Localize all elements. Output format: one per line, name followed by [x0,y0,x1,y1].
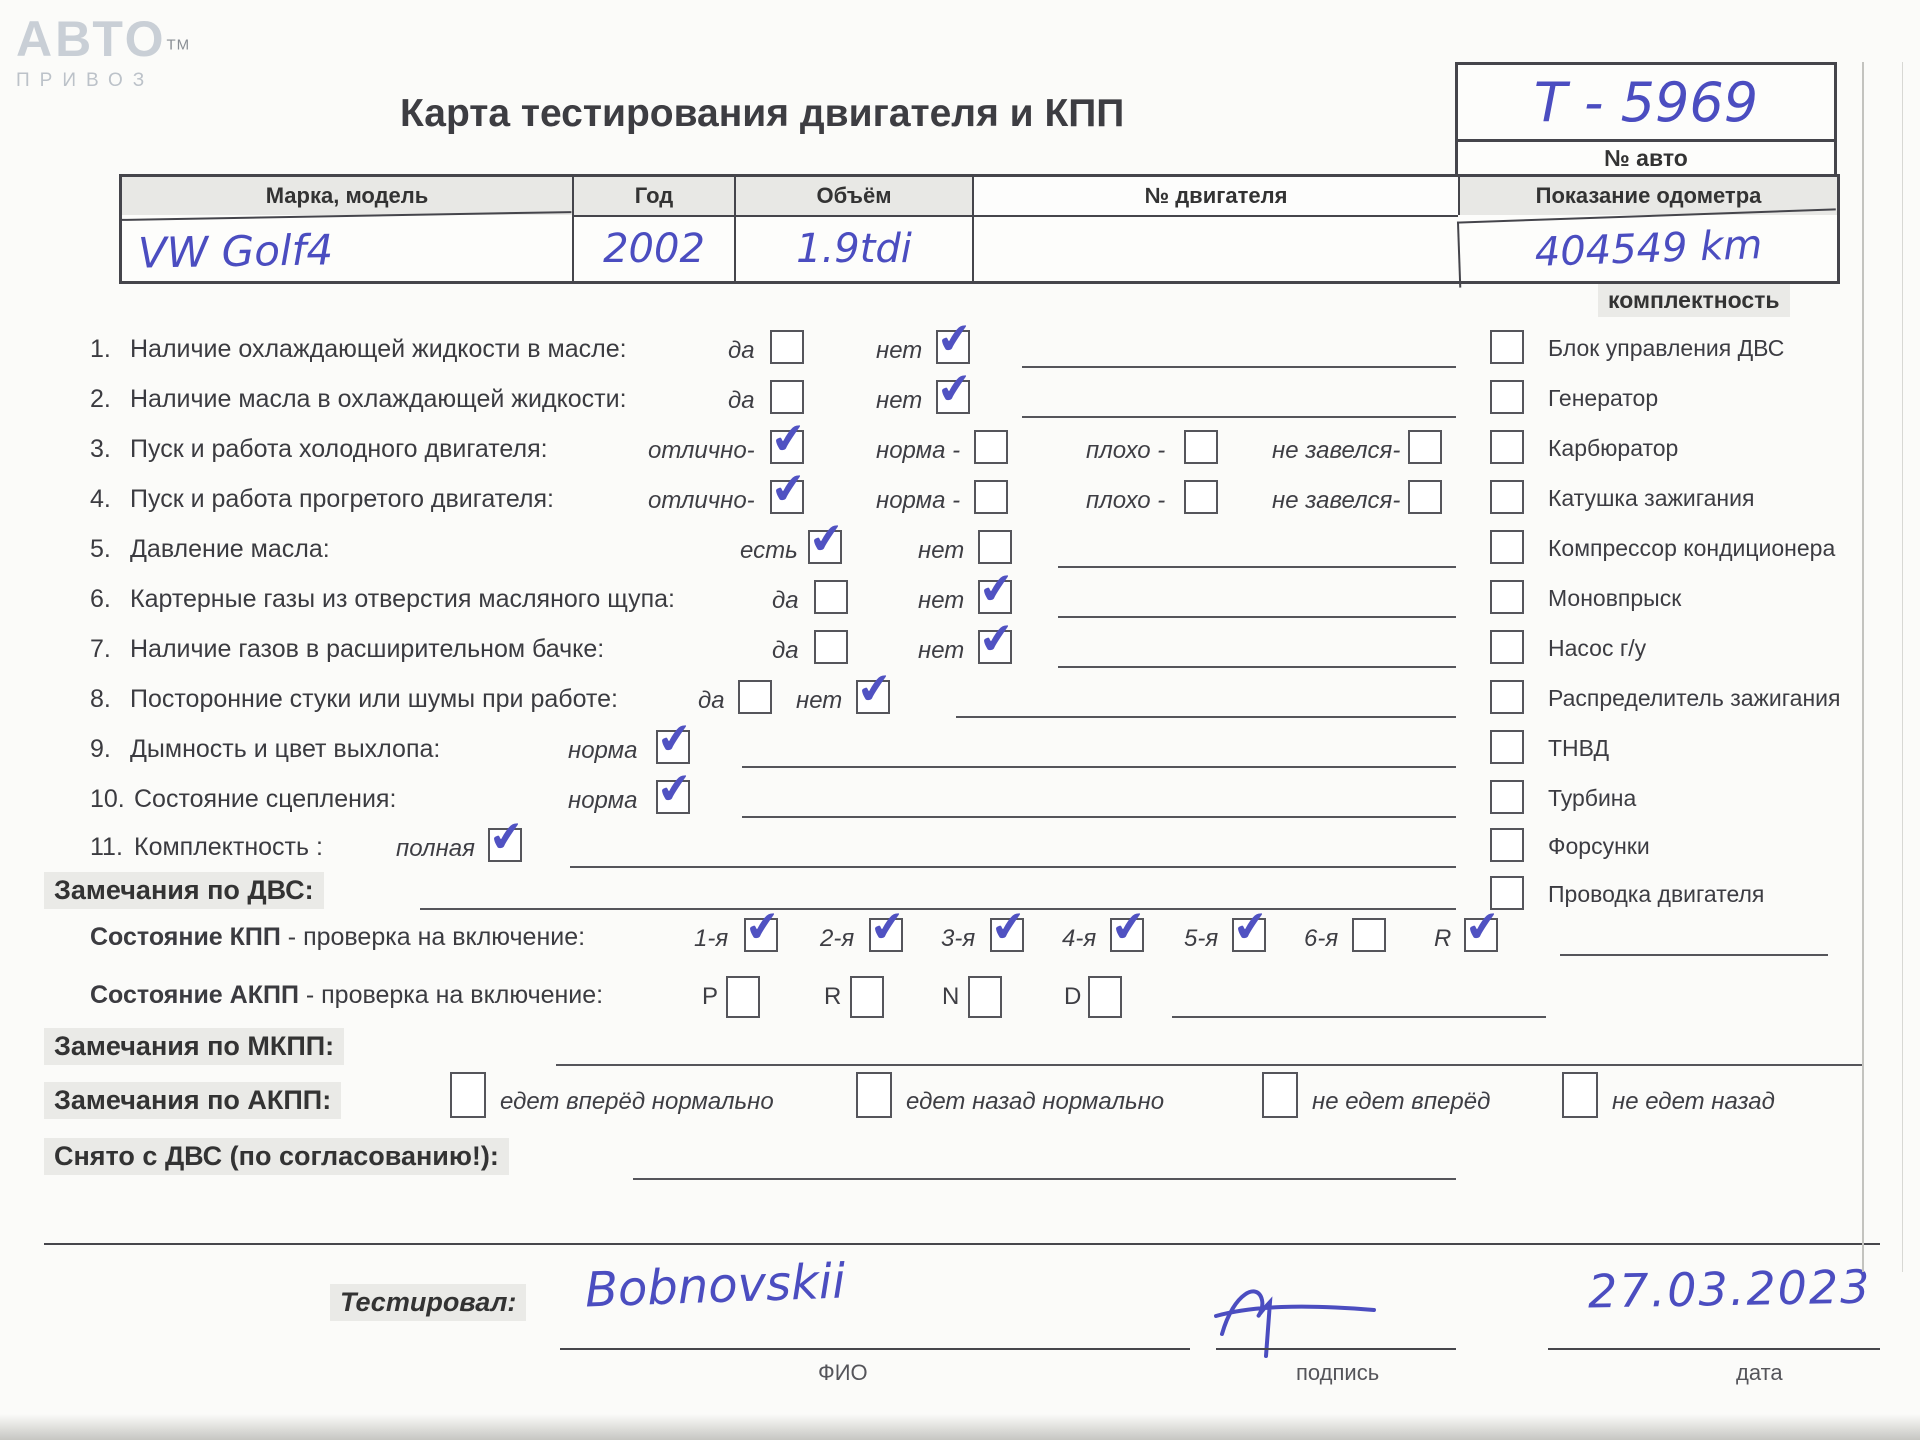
checkbox-gear-2[interactable] [867,900,908,953]
option-label-net: нет [876,387,923,414]
blank-line[interactable] [1022,416,1456,418]
row-number: 8. [90,685,111,713]
option-label-polnaya: полная [396,835,475,862]
gear-label-5: 5-я [1184,925,1219,952]
row-label: Картерные газы из отверстия масляного щупа: [130,585,675,613]
checkbox-drives-backward[interactable] [856,1072,892,1118]
completeness-label: Генератор [1548,385,1659,411]
checkbox-norma[interactable] [654,712,695,765]
gear-label-r: R [1434,925,1452,952]
option-label-ne-zavelsya: не завелся- [1272,437,1401,464]
gear-label-3: 3-я [941,925,976,952]
gearbox-check-row [0,900,1920,970]
avtoprivoz-logo [16,10,190,92]
option-label-otlichno: отлично- [648,487,755,514]
row-label: Пуск и работа прогретого двигателя: [130,485,554,513]
blank-line[interactable] [1022,366,1456,368]
option-label-norma: норма [568,737,638,764]
gear-label-2: 2-я [820,925,855,952]
checkbox-position-d[interactable] [1088,976,1122,1018]
col-header-make: Марка, модель [122,177,572,215]
akpp-option-label: едет вперёд нормально [500,1088,774,1115]
checkbox-gear-5[interactable] [1230,900,1271,953]
completeness-label: Компрессор кондиционера [1548,535,1836,561]
option-label-ne-zavelsya: не завелся- [1272,487,1401,514]
checkmark: ✔ [934,362,975,415]
date-value[interactable]: 27.03.2023 [1587,1259,1872,1319]
gear-label-6: 6-я [1304,925,1339,952]
checkbox-da[interactable] [814,630,848,664]
checkbox-net[interactable] [934,312,975,365]
option-label-plokho: плохо - [1086,437,1166,464]
row-number: 10. [90,785,125,813]
row-number: 9. [90,735,111,763]
row-number: 5. [90,535,111,563]
position-label-d: D [1064,983,1082,1010]
checkbox-norma[interactable] [974,480,1008,514]
checkmark: ✔ [654,712,695,765]
odometer-value[interactable]: 404549 km [1457,208,1838,287]
checkbox-ne-zavelsya[interactable] [1408,430,1442,464]
name-caption: ФИО [818,1360,868,1385]
position-label-p: P [702,983,719,1010]
gear-label-4: 4-я [1062,925,1097,952]
blank-line[interactable] [570,866,1456,868]
completeness-label: Турбина [1548,785,1637,811]
row-label: Давление масла: [130,535,330,563]
auto-gearbox-label-rest: - проверка на включение: [298,981,604,1009]
checkmark: ✔ [486,810,527,863]
option-label-da: да [728,337,755,364]
remarks-dvs-line[interactable] [420,908,1456,910]
option-label-norma: норма - [876,437,961,464]
checkmark: ✔ [976,612,1017,665]
row-label: Комплектность : [134,833,323,861]
option-label-da: да [772,587,799,614]
checkbox-da[interactable] [770,380,804,414]
name-line[interactable] [560,1348,1190,1350]
blank-line[interactable] [1058,566,1456,568]
doc-number-box[interactable] [1455,62,1837,142]
row-number: 7. [90,635,111,663]
option-label-net: нет [876,337,923,364]
checkbox-gear-r[interactable] [1462,900,1503,953]
checkmark: ✔ [1108,900,1149,953]
akpp-option-label: не едет назад [1612,1088,1775,1115]
completeness-title: комплектность [1598,284,1790,317]
checkmark: ✔ [854,662,895,715]
checkbox-gear-3[interactable] [988,900,1029,953]
row-label: Посторонние стуки или шумы при работе: [130,685,618,713]
footer-separator-line [44,1243,1880,1245]
checkbox-net[interactable] [854,662,895,715]
option-label-plokho: плохо - [1086,487,1166,514]
checkbox-no-backward[interactable] [1562,1072,1598,1118]
scan-edge-line [1902,62,1903,1272]
logo-text: АВТО [16,11,167,67]
gearbox-label-rest: - проверка на включение: [280,923,586,951]
row-number: 4. [90,485,111,513]
checkbox-norma[interactable] [974,430,1008,464]
gearbox-label-bold: Состояние КПП [90,923,281,951]
row-label: Наличие масла в охлаждающей жидкости: [130,385,627,413]
check-row-8 [0,662,1920,732]
checkbox-drives-forward[interactable] [450,1072,486,1118]
completeness-label: Проводка двигателя [1548,881,1765,907]
signature-scribble[interactable] [1212,1276,1382,1366]
completeness-label: Распределитель зажигания [1548,685,1841,711]
check-row-4 [0,462,1920,532]
checkbox-norma[interactable] [654,762,695,815]
checkbox-net[interactable] [978,530,1012,564]
checkbox-est[interactable] [806,512,847,565]
row-number: 2. [90,385,111,413]
row-number: 3. [90,435,111,463]
row-label: Состояние сцепления: [134,785,397,813]
completeness-label: Моновпрыск [1548,585,1682,611]
checkmark: ✔ [806,512,847,565]
checkbox-da[interactable] [770,330,804,364]
checkmark: ✔ [976,562,1017,615]
akpp-remarks-row [0,1072,1920,1124]
option-label-norma: норма - [876,487,961,514]
position-label-r: R [824,983,842,1010]
remarks-dvs-label: Замечания по ДВС: [44,872,324,909]
scan-bottom-shadow [0,1414,1920,1440]
col-header-odometer: Показание одометра [1458,177,1837,215]
col-header-volume: Объём [734,177,972,215]
check-row-2 [0,362,1920,432]
auto-gearbox-check-row [0,976,1920,1028]
checkbox-polnaya[interactable] [486,810,527,863]
checkbox-position-n[interactable] [968,976,1002,1018]
row-label: Наличие газов в расширительном бачке: [130,635,605,663]
checkmark: ✔ [988,900,1029,953]
checkbox-net[interactable] [976,612,1017,665]
row-number: 6. [90,585,111,613]
option-label-net: нет [796,687,843,714]
page-title: Карта тестирования двигателя и КПП [400,92,1125,135]
checkmark: ✔ [742,900,783,953]
option-label-da: да [728,387,755,414]
position-label-n: N [942,983,960,1010]
removed-line[interactable] [633,1178,1456,1180]
checkbox-gear-4[interactable] [1108,900,1149,953]
remarks-akpp-label: Замечания по АКПП: [44,1082,341,1119]
completeness-label: Катушка зажигания [1548,485,1755,511]
checkmark: ✔ [934,312,975,365]
blank-line[interactable] [1058,666,1456,668]
checkmark: ✔ [867,900,908,953]
checkbox-da[interactable] [814,580,848,614]
logo-subtext: ПРИВОЗ [16,70,155,91]
completeness-label: Форсунки [1548,833,1650,859]
col-header-year: Год [572,177,734,215]
option-label-est: есть [740,537,798,564]
option-label-norma: норма [568,787,638,814]
volume-value[interactable]: 1.9tdi [734,215,972,281]
remarks-mkpp-label: Замечания по МКПП: [44,1028,344,1065]
date-caption: дата [1736,1360,1783,1385]
checkbox-net[interactable] [976,562,1017,615]
doc-number-value: T - 5969 [1533,70,1759,134]
check-row-10 [0,762,1920,832]
checkbox-gear-6[interactable] [1352,918,1386,952]
checkbox-plokho[interactable] [1184,480,1218,514]
signature-line[interactable] [1216,1348,1456,1350]
checkmark: ✔ [1462,900,1503,953]
check-row-5 [0,512,1920,582]
checkbox-ne-zavelsya[interactable] [1408,480,1442,514]
checkmark: ✔ [654,762,695,815]
blank-line[interactable] [1560,954,1828,956]
completeness-label: Блок управления ДВС [1548,335,1785,361]
auto-gearbox-label-bold: Состояние АКПП [90,981,299,1009]
check-row-7 [0,612,1920,682]
make-model-value[interactable]: VW Golf4 [121,211,572,285]
checkmark: ✔ [1230,900,1271,953]
checkmark: ✔ [768,462,809,515]
completeness-label: Насос г/у [1548,635,1647,661]
row-number: 1. [90,335,111,363]
row-number: 11. [90,833,123,861]
year-value[interactable]: 2002 [572,215,734,281]
checkbox-otlichno[interactable] [768,462,809,515]
trademark-mark: TM [166,36,191,54]
col-header-engine-no: № двигателя [972,177,1458,215]
checkbox-net[interactable] [934,362,975,415]
remarks-mkpp-line[interactable] [556,1064,1864,1066]
akpp-option-label: едет назад нормально [906,1088,1165,1115]
tested-by-label: Тестировал: [330,1284,526,1321]
akpp-option-label: не едет вперёд [1312,1088,1491,1115]
check-row-3 [0,412,1920,482]
gear-label-1: 1-я [694,925,729,952]
checkbox-da[interactable] [738,680,772,714]
row-label: Пуск и работа холодного двигателя: [130,435,548,463]
option-label-net: нет [918,537,965,564]
checkbox-plokho[interactable] [1184,430,1218,464]
blank-line[interactable] [742,816,1456,818]
option-label-otlichno: отлично- [648,437,755,464]
blank-line[interactable] [742,766,1456,768]
row-label: Дымность и цвет выхлопа: [130,735,441,763]
engine-no-value[interactable] [972,215,1458,281]
tester-name-value[interactable]: Bobnovskii [584,1253,847,1319]
blank-line[interactable] [956,716,1456,718]
removed-from-engine-label: Снято с ДВС (по согласованию!): [44,1138,509,1175]
option-label-da: да [698,687,725,714]
check-row-9 [0,712,1920,782]
signature-caption: подпись [1296,1360,1380,1385]
option-label-da: да [772,637,799,664]
checkmark: ✔ [768,412,809,465]
scan-edge-line [1862,62,1864,1272]
checkbox-gear-1[interactable] [742,900,783,953]
checkbox-position-r[interactable] [850,976,884,1018]
option-label-net: нет [918,637,965,664]
checkbox-position-p[interactable] [726,976,760,1018]
completeness-label: ТНВД [1548,735,1610,761]
completeness-label: Карбюратор [1548,435,1679,461]
date-line[interactable] [1548,1348,1880,1350]
option-label-net: нет [918,587,965,614]
checkbox-no-forward[interactable] [1262,1072,1298,1118]
vehicle-table [119,174,1840,284]
blank-line[interactable] [1058,616,1456,618]
row-label: Наличие охлаждающей жидкости в масле: [130,335,627,363]
check-row-6 [0,562,1920,632]
checkbox-otlichno[interactable] [768,412,809,465]
blank-line[interactable] [1172,1016,1546,1018]
doc-number-label: № авто [1455,139,1837,177]
